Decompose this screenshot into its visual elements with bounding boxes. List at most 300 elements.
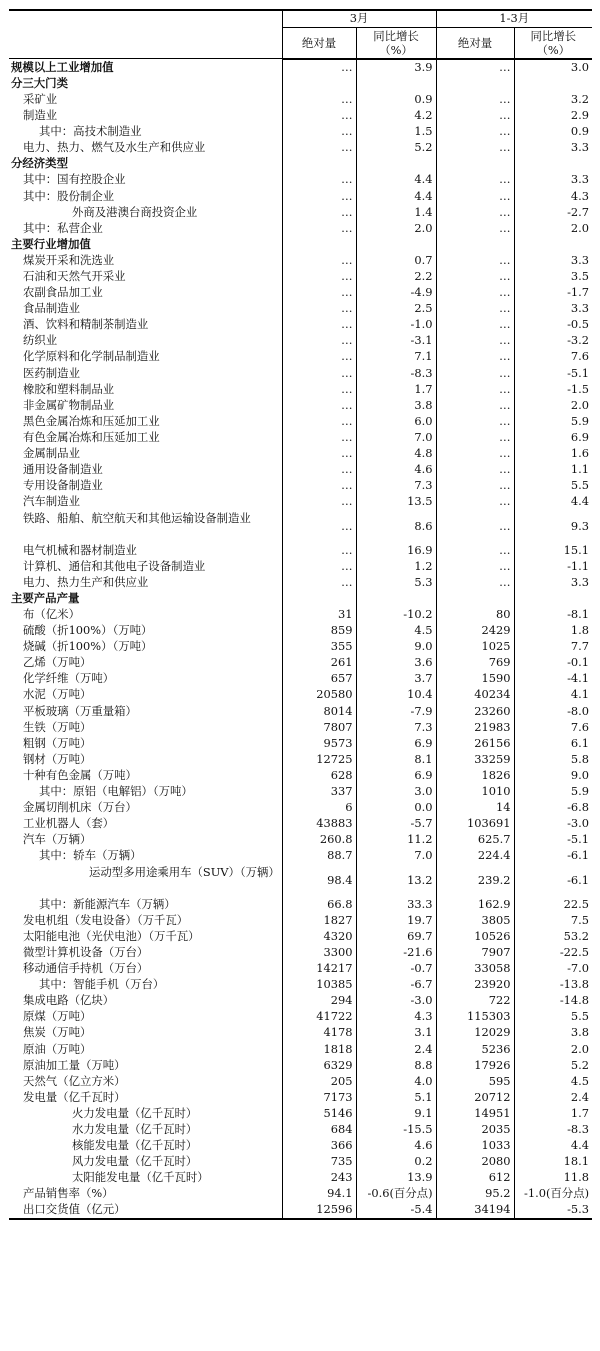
cell-m-yoy: 6.9 xyxy=(356,735,436,751)
table-row xyxy=(9,285,592,301)
cell-m-abs: … xyxy=(282,92,356,108)
cell-m-abs: … xyxy=(282,253,356,269)
cell-m-abs: 4320 xyxy=(282,929,356,945)
cell-q-abs: … xyxy=(436,253,514,269)
row-label: 平板玻璃（万重量箱） xyxy=(9,703,282,719)
cell-q-yoy: 2.0 xyxy=(570,397,590,412)
cell-m-abs: 5146 xyxy=(282,1106,356,1122)
table-row xyxy=(9,204,592,220)
cell-m-yoy: 8.6 xyxy=(356,510,436,542)
cell-m-yoy: 8.1 xyxy=(356,752,436,768)
cell-q-abs: 21983 xyxy=(436,719,514,735)
cell-m-yoy: 4.6 xyxy=(356,1138,436,1154)
cell-m-yoy: 69.7 xyxy=(356,929,436,945)
cell-q-abs: 80 xyxy=(436,607,514,623)
row-label: 主要产品产量 xyxy=(9,591,282,607)
cell-m-abs: … xyxy=(282,365,356,381)
cell-q-yoy: 7.6 xyxy=(570,719,590,734)
cell-m-abs: 366 xyxy=(282,1138,356,1154)
cell-m-yoy: 7.0 xyxy=(356,848,436,864)
cell-q-yoy: 5.5 xyxy=(570,1009,590,1024)
row-label: 黑色金属冶炼和压延加工业 xyxy=(9,414,282,430)
cell-q-abs: 14951 xyxy=(436,1106,514,1122)
cell-q-abs: 103691 xyxy=(436,816,514,832)
cell-m-abs: … xyxy=(282,542,356,558)
cell-m-abs: … xyxy=(282,510,356,542)
cell-q-yoy: 1.7 xyxy=(570,1105,590,1120)
cell-q-yoy: -4.1 xyxy=(567,671,590,686)
row-label: 其中：股份制企业 xyxy=(9,188,282,204)
cell-q-abs: … xyxy=(436,558,514,574)
table-row xyxy=(9,671,592,687)
table-row xyxy=(9,864,592,896)
cell-q-yoy: -8.0 xyxy=(567,703,590,718)
header-q1-yoy xyxy=(514,27,592,59)
cell-m-abs: … xyxy=(282,285,356,301)
cell-m-yoy: 19.7 xyxy=(356,912,436,928)
table-row xyxy=(9,639,592,655)
cell-q-yoy: -5.3 xyxy=(514,1202,592,1219)
cell-m-abs: … xyxy=(282,349,356,365)
table-row xyxy=(9,172,592,188)
table-row xyxy=(9,848,592,864)
cell-m-abs: 7173 xyxy=(282,1090,356,1106)
cell-m-yoy: 9.0 xyxy=(356,639,436,655)
cell-q-yoy: 1.6 xyxy=(570,446,590,461)
table-row xyxy=(9,945,592,961)
table-row xyxy=(9,719,592,735)
cell-q-abs: 1025 xyxy=(436,639,514,655)
table-row xyxy=(9,365,592,381)
row-label: 天然气（亿立方米） xyxy=(9,1073,282,1089)
cell-q-yoy xyxy=(514,237,592,253)
table-row xyxy=(9,1154,592,1170)
table-row xyxy=(9,575,592,591)
cell-m-abs: … xyxy=(282,333,356,349)
row-label: 外商及港澳台商投资企业 xyxy=(9,204,282,220)
table-row xyxy=(9,1025,592,1041)
cell-m-abs: 7807 xyxy=(282,719,356,735)
cell-q-abs: … xyxy=(436,414,514,430)
cell-m-abs: … xyxy=(282,478,356,494)
cell-m-yoy: 6.9 xyxy=(356,768,436,784)
cell-m-yoy: -1.0 xyxy=(356,317,436,333)
cell-m-yoy: 0.2 xyxy=(356,1154,436,1170)
cell-q-yoy: 3.8 xyxy=(570,1025,590,1040)
row-label: 产品销售率（%） xyxy=(9,1186,282,1202)
cell-q-abs: … xyxy=(436,478,514,494)
table-row xyxy=(9,623,592,639)
cell-q-yoy: 5.9 xyxy=(570,784,590,799)
header-yoy-line2: （%） xyxy=(379,42,413,57)
cell-q-yoy: 6.1 xyxy=(570,735,590,750)
cell-q-yoy: 5.5 xyxy=(570,478,590,493)
cell-q-yoy: 9.3 xyxy=(570,519,590,534)
cell-m-abs: … xyxy=(282,301,356,317)
cell-m-abs: 1818 xyxy=(282,1041,356,1057)
cell-m-abs: 8014 xyxy=(282,703,356,719)
cell-m-yoy: -0.7 xyxy=(356,961,436,977)
cell-m-abs: … xyxy=(282,462,356,478)
cell-q-abs: 10526 xyxy=(436,929,514,945)
cell-m-abs: 337 xyxy=(282,784,356,800)
cell-q-yoy: 2.4 xyxy=(570,1089,590,1104)
row-label: 水力发电量（亿千瓦时） xyxy=(9,1122,282,1138)
table-row xyxy=(9,59,592,76)
cell-q-yoy: 3.0 xyxy=(570,59,590,74)
cell-q-abs: … xyxy=(436,542,514,558)
cell-m-abs: … xyxy=(282,381,356,397)
cell-m-abs: … xyxy=(282,446,356,462)
cell-m-yoy: 4.0 xyxy=(356,1073,436,1089)
row-label: 酒、饮料和精制茶制造业 xyxy=(9,317,282,333)
cell-q-yoy xyxy=(514,156,592,172)
cell-q-yoy: -6.1 xyxy=(567,848,590,863)
cell-q-abs: 40234 xyxy=(436,687,514,703)
cell-q-abs xyxy=(436,156,514,172)
table-row xyxy=(9,76,592,92)
header-march: 3月 xyxy=(282,10,436,27)
cell-q-yoy: 3.5 xyxy=(570,269,590,284)
header-yoy-line2: （%） xyxy=(536,42,571,57)
table-row xyxy=(9,977,592,993)
cell-m-abs: … xyxy=(282,430,356,446)
header-row-period xyxy=(9,10,592,27)
table-row xyxy=(9,478,592,494)
row-label: 风力发电量（亿千瓦时） xyxy=(9,1154,282,1170)
cell-q-abs: 1590 xyxy=(436,671,514,687)
cell-q-yoy: 2.9 xyxy=(570,108,590,123)
header-march-absolute: 绝对量 xyxy=(282,27,356,59)
cell-q-yoy: 3.3 xyxy=(570,140,590,155)
cell-q-abs: 162.9 xyxy=(436,896,514,912)
table-row xyxy=(9,1186,592,1202)
cell-m-yoy: 3.0 xyxy=(356,784,436,800)
cell-q-abs: … xyxy=(436,462,514,478)
cell-q-yoy: 4.5 xyxy=(570,1073,590,1088)
cell-m-yoy: 7.1 xyxy=(356,349,436,365)
cell-q-abs: 2035 xyxy=(436,1122,514,1138)
cell-q-abs: … xyxy=(436,220,514,236)
cell-m-abs: … xyxy=(282,575,356,591)
cell-q-abs: 33058 xyxy=(436,961,514,977)
cell-q-abs: 2429 xyxy=(436,623,514,639)
cell-m-yoy: 4.4 xyxy=(356,188,436,204)
table-row xyxy=(9,253,592,269)
cell-m-yoy xyxy=(356,76,436,92)
cell-m-abs: 4178 xyxy=(282,1025,356,1041)
header-yoy-line1: 同比增长 xyxy=(530,28,577,43)
row-label: 微型计算机设备（万台） xyxy=(9,945,282,961)
cell-m-abs: 98.4 xyxy=(282,864,356,896)
cell-q-yoy: -1.5 xyxy=(567,381,590,396)
cell-q-abs: … xyxy=(436,333,514,349)
cell-m-yoy: -6.7 xyxy=(356,977,436,993)
cell-m-yoy: 4.6 xyxy=(356,462,436,478)
cell-m-yoy: -5.4 xyxy=(356,1202,436,1219)
cell-m-abs: 12596 xyxy=(282,1202,356,1219)
cell-q-yoy: 3.3 xyxy=(570,574,590,589)
cell-m-abs: 12725 xyxy=(282,752,356,768)
cell-m-yoy: 13.9 xyxy=(356,1170,436,1186)
cell-m-yoy: -0.6(百分点) xyxy=(356,1186,436,1202)
cell-m-yoy: 9.1 xyxy=(356,1106,436,1122)
cell-m-yoy: -3.1 xyxy=(356,333,436,349)
cell-m-abs: 20580 xyxy=(282,687,356,703)
cell-m-yoy: 7.3 xyxy=(356,719,436,735)
table-row xyxy=(9,752,592,768)
row-label: 非金属矿物制品业 xyxy=(9,397,282,413)
cell-m-yoy: 13.2 xyxy=(356,864,436,896)
cell-q-yoy: 22.5 xyxy=(563,896,590,911)
cell-m-abs: … xyxy=(282,220,356,236)
cell-q-yoy: 18.1 xyxy=(563,1154,590,1169)
cell-m-abs: 243 xyxy=(282,1170,356,1186)
row-label: 分三大门类 xyxy=(9,76,282,92)
row-label: 农副食品加工业 xyxy=(9,285,282,301)
row-label: 计算机、通信和其他电子设备制造业 xyxy=(9,558,282,574)
row-label: 其中：高技术制造业 xyxy=(9,124,282,140)
cell-q-abs: … xyxy=(436,381,514,397)
cell-m-abs: … xyxy=(282,140,356,156)
cell-q-yoy: -2.7 xyxy=(567,204,590,219)
cell-m-yoy: 2.4 xyxy=(356,1041,436,1057)
cell-q-abs: 3805 xyxy=(436,912,514,928)
row-label: 工业机器人（套） xyxy=(9,816,282,832)
cell-q-abs: 1010 xyxy=(436,784,514,800)
cell-m-yoy: 4.2 xyxy=(356,108,436,124)
row-label: 石油和天然气开采业 xyxy=(9,269,282,285)
cell-q-abs: 239.2 xyxy=(436,864,514,896)
cell-q-abs: … xyxy=(436,510,514,542)
row-label: 钢材（万吨） xyxy=(9,752,282,768)
row-label: 主要行业增加值 xyxy=(9,237,282,253)
table-row xyxy=(9,816,592,832)
cell-m-yoy: 2.0 xyxy=(356,220,436,236)
table-row xyxy=(9,381,592,397)
table-row xyxy=(9,124,592,140)
cell-m-abs: … xyxy=(282,558,356,574)
table-row xyxy=(9,430,592,446)
cell-m-yoy: 11.2 xyxy=(356,832,436,848)
table-body xyxy=(9,59,592,1220)
cell-q-abs: … xyxy=(436,108,514,124)
row-label: 原煤（万吨） xyxy=(9,1009,282,1025)
cell-q-abs: … xyxy=(436,575,514,591)
table-row xyxy=(9,800,592,816)
cell-q-yoy: -3.2 xyxy=(567,333,590,348)
cell-m-abs: 94.1 xyxy=(282,1186,356,1202)
cell-m-yoy: 13.5 xyxy=(356,494,436,510)
table-row xyxy=(9,349,592,365)
row-label: 有色金属冶炼和压延加工业 xyxy=(9,430,282,446)
table-row xyxy=(9,301,592,317)
cell-m-yoy: 0.7 xyxy=(356,253,436,269)
cell-q-abs xyxy=(436,237,514,253)
table-row xyxy=(9,269,592,285)
cell-m-abs: 66.8 xyxy=(282,896,356,912)
cell-q-abs: 1826 xyxy=(436,768,514,784)
cell-q-yoy: -0.5 xyxy=(567,317,590,332)
table-row xyxy=(9,896,592,912)
cell-m-yoy xyxy=(356,591,436,607)
cell-m-abs: … xyxy=(282,494,356,510)
cell-q-yoy: 3.3 xyxy=(570,301,590,316)
table-row xyxy=(9,1041,592,1057)
cell-q-yoy: -6.8 xyxy=(567,800,590,815)
cell-q-abs: … xyxy=(436,204,514,220)
cell-m-yoy: 3.8 xyxy=(356,397,436,413)
cell-m-abs: 205 xyxy=(282,1073,356,1089)
cell-q-abs: 224.4 xyxy=(436,848,514,864)
cell-q-abs: 2080 xyxy=(436,1154,514,1170)
cell-q-abs: … xyxy=(436,172,514,188)
cell-m-yoy: 1.7 xyxy=(356,381,436,397)
cell-q-abs: 115303 xyxy=(436,1009,514,1025)
row-label: 原油加工量（万吨） xyxy=(9,1057,282,1073)
table-row xyxy=(9,414,592,430)
row-label: 移动通信手持机（万台） xyxy=(9,961,282,977)
row-label: 布（亿米） xyxy=(9,607,282,623)
row-label: 集成电路（亿块） xyxy=(9,993,282,1009)
table-row xyxy=(9,188,592,204)
cell-q-yoy: 53.2 xyxy=(563,928,590,943)
cell-q-abs: … xyxy=(436,92,514,108)
header-march-yoy xyxy=(356,27,436,59)
row-label: 太阳能发电量（亿千瓦时） xyxy=(9,1170,282,1186)
cell-q-abs: … xyxy=(436,59,514,76)
table-row xyxy=(9,687,592,703)
cell-q-abs: 625.7 xyxy=(436,832,514,848)
cell-q-yoy: -1.0(百分点) xyxy=(524,1186,590,1201)
cell-q-abs: 34194 xyxy=(436,1202,514,1219)
row-label: 汽车制造业 xyxy=(9,494,282,510)
cell-m-abs: 43883 xyxy=(282,816,356,832)
cell-m-yoy: 7.0 xyxy=(356,430,436,446)
cell-q-abs: 7907 xyxy=(436,945,514,961)
cell-m-yoy: 5.2 xyxy=(356,140,436,156)
cell-q-abs: … xyxy=(436,301,514,317)
cell-q-abs: 33259 xyxy=(436,752,514,768)
cell-m-yoy: -4.9 xyxy=(356,285,436,301)
cell-q-yoy: 4.1 xyxy=(570,687,590,702)
cell-q-yoy: -3.0 xyxy=(567,816,590,831)
cell-m-abs: 10385 xyxy=(282,977,356,993)
table-row xyxy=(9,655,592,671)
cell-q-abs: … xyxy=(436,188,514,204)
table-row xyxy=(9,912,592,928)
table-row xyxy=(9,317,592,333)
cell-m-abs: … xyxy=(282,59,356,76)
row-label: 粗钢（万吨） xyxy=(9,735,282,751)
industrial-statistics-table xyxy=(9,9,592,1220)
table-row xyxy=(9,1122,592,1138)
table-row xyxy=(9,768,592,784)
cell-m-yoy: -15.5 xyxy=(356,1122,436,1138)
cell-q-abs: 5236 xyxy=(436,1041,514,1057)
cell-m-yoy: 33.3 xyxy=(356,896,436,912)
cell-m-abs xyxy=(282,156,356,172)
table-row xyxy=(9,140,592,156)
cell-m-yoy: 6.0 xyxy=(356,414,436,430)
cell-m-yoy: 4.8 xyxy=(356,446,436,462)
cell-q-abs: 17926 xyxy=(436,1057,514,1073)
row-label: 发电量（亿千瓦时） xyxy=(9,1090,282,1106)
table-row xyxy=(9,1138,592,1154)
row-label: 烧碱（折100%）（万吨） xyxy=(9,639,282,655)
cell-m-yoy: -8.3 xyxy=(356,365,436,381)
cell-m-yoy: 16.9 xyxy=(356,542,436,558)
cell-q-yoy: 5.2 xyxy=(570,1057,590,1072)
cell-q-yoy: -22.5 xyxy=(559,944,590,959)
row-label: 采矿业 xyxy=(9,92,282,108)
table-row xyxy=(9,220,592,236)
table-row xyxy=(9,108,592,124)
row-label: 出口交货值（亿元） xyxy=(9,1202,282,1219)
table-row xyxy=(9,92,592,108)
table-row xyxy=(9,1106,592,1122)
cell-m-yoy: 4.5 xyxy=(356,623,436,639)
row-label: 化学纤维（万吨） xyxy=(9,671,282,687)
cell-m-yoy: -5.7 xyxy=(356,816,436,832)
cell-m-yoy: 8.8 xyxy=(356,1057,436,1073)
row-label: 生铁（万吨） xyxy=(9,719,282,735)
cell-m-abs: … xyxy=(282,269,356,285)
cell-m-abs: 628 xyxy=(282,768,356,784)
row-label: 制造业 xyxy=(9,108,282,124)
row-label: 通用设备制造业 xyxy=(9,462,282,478)
cell-q-abs: 23260 xyxy=(436,703,514,719)
cell-q-yoy: 4.4 xyxy=(570,494,590,509)
row-label: 规模以上工业增加值 xyxy=(9,59,282,76)
cell-m-yoy: 3.6 xyxy=(356,655,436,671)
cell-m-yoy: 2.5 xyxy=(356,301,436,317)
row-label: 电力、热力生产和供应业 xyxy=(9,575,282,591)
cell-m-abs: … xyxy=(282,172,356,188)
row-label: 硫酸（折100%）（万吨） xyxy=(9,623,282,639)
cell-q-abs: 14 xyxy=(436,800,514,816)
row-label: 乙烯（万吨） xyxy=(9,655,282,671)
row-label: 橡胶和塑料制品业 xyxy=(9,381,282,397)
cell-q-yoy: -14.8 xyxy=(559,993,590,1008)
cell-m-yoy: -3.0 xyxy=(356,993,436,1009)
row-label: 铁路、船舶、航空航天和其他运输设备制造业 xyxy=(9,510,282,542)
table-row xyxy=(9,237,592,253)
cell-q-yoy: 2.0 xyxy=(570,220,590,235)
row-label: 食品制造业 xyxy=(9,301,282,317)
cell-m-yoy: 4.3 xyxy=(356,1009,436,1025)
table-row xyxy=(9,542,592,558)
table-row xyxy=(9,703,592,719)
table-row xyxy=(9,735,592,751)
table-row xyxy=(9,1057,592,1073)
cell-m-abs: 6 xyxy=(282,800,356,816)
cell-m-abs: … xyxy=(282,204,356,220)
cell-q-abs: … xyxy=(436,140,514,156)
cell-q-yoy: 3.2 xyxy=(570,91,590,106)
cell-q-abs: … xyxy=(436,365,514,381)
cell-m-yoy: 10.4 xyxy=(356,687,436,703)
cell-q-yoy xyxy=(514,591,592,607)
cell-m-yoy: 5.3 xyxy=(356,575,436,591)
cell-m-yoy: 3.7 xyxy=(356,671,436,687)
row-label: 原油（万吨） xyxy=(9,1041,282,1057)
cell-m-yoy: -7.9 xyxy=(356,703,436,719)
cell-m-abs: 859 xyxy=(282,623,356,639)
table-row xyxy=(9,591,592,607)
cell-q-yoy: 5.9 xyxy=(570,413,590,428)
cell-q-abs: 1033 xyxy=(436,1138,514,1154)
